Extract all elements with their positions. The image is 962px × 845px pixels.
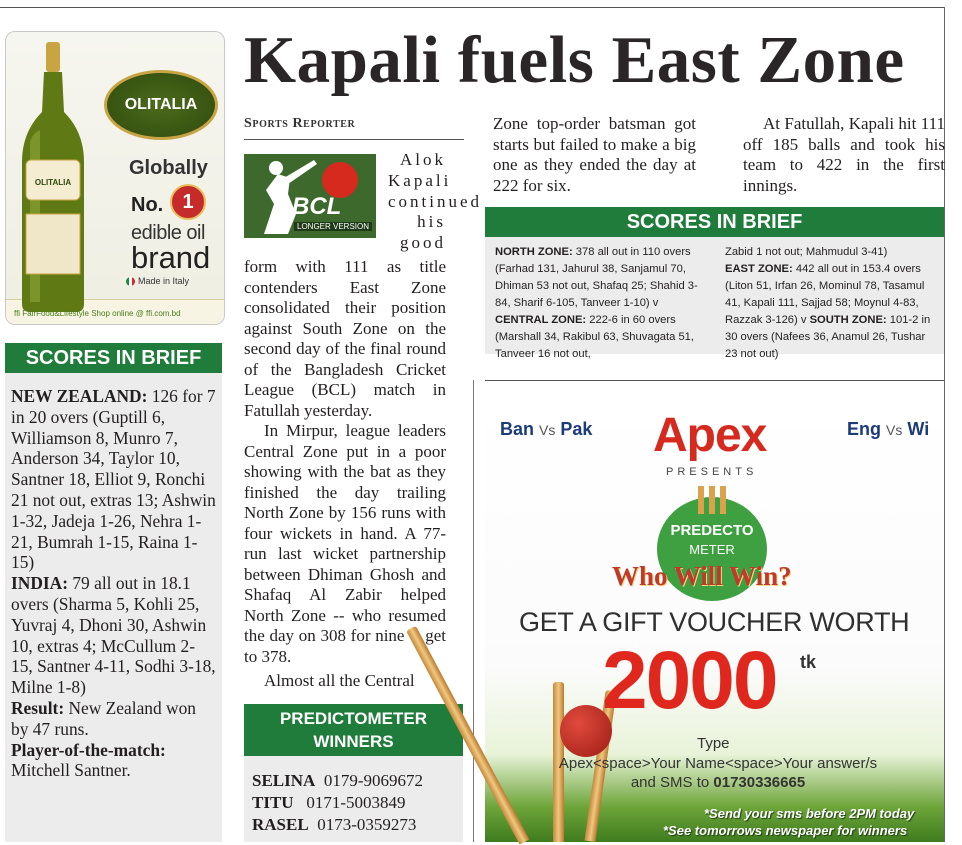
winner-row: SELINA 0179-9069672: [252, 771, 423, 790]
scores-mid-col2: Zabid 1 not out; Mahmudul 3-41) EAST ZONE: 442 all out in 153.4 overs (Liton 51, Irfan 26, Mominul 78, Tasamul 41, Kapali 111, Sajjad 58; Moynul 4-83, Razzak 3-126) v SOUTH ZONE: 101-2 in 30 overs (Nafees 36, Anamul 26, Tushar 23 not out): [725, 246, 931, 360]
voucher-currency: tk: [800, 652, 817, 672]
score-line-result: Result: New Zealand won by 47 runs.: [11, 697, 196, 739]
predictometer-subtitle: WINNERS: [313, 732, 394, 751]
byline: Sports Reporter: [244, 116, 356, 131]
made-in-italy: Made in Italy: [138, 276, 190, 286]
match-ban-vs-pak: Ban Vs Pak: [500, 419, 593, 439]
match-eng-vs-wi: Eng Vs Wi: [847, 419, 930, 439]
svg-text:OLITALIA: OLITALIA: [34, 178, 72, 187]
oil-bottle-icon: [20, 42, 86, 312]
bcl-logo-text: BCL: [292, 193, 342, 220]
stumps-icon: [694, 484, 730, 514]
winner-row: RASEL 0173-0359273: [252, 815, 417, 834]
predictometer-title: PREDICTOMETER: [279, 709, 428, 728]
byline-rule: [244, 139, 464, 140]
article-p3: Almost all the Central: [264, 671, 415, 690]
article-col3: At Fatullah, Kapali hit 111 off 185 balls and took his team to 422 in the first innings.: [743, 114, 945, 195]
olitalia-logo: OLITALIA: [104, 70, 218, 140]
top-rule: [0, 7, 944, 8]
sms-deadline-note: *Send your sms before 2PM today: [704, 806, 915, 821]
ad-shop-link[interactable]: ffi FairFood&Lifestyle Shop online @ ffi.com.bd: [14, 309, 181, 318]
winner-row: TITU 0171-5003849: [252, 793, 406, 812]
gift-voucher-text: GET A GIFT VOUCHER WORTH: [519, 607, 910, 637]
scores-mid-col1: NORTH ZONE: 378 all out in 110 overs (Farhad 131, Jahurul 38, Sanjamul 70, Dhiman 53 not out, Shafaq 25; Shahid 3-84, Sharif 6-105, Tanveer 1-10) v CENTRAL ZONE: 222-6 in 60 overs (Marshall 34, Rakibul 63, Shuvagata 51, Tanveer 16 not out,: [495, 246, 698, 360]
apex-logo: Apex: [653, 409, 767, 462]
winners-note: *See tomorrows newspaper for winners: [663, 823, 908, 838]
scores-mid-header: SCORES IN BRIEF: [485, 207, 944, 237]
olitalia-ad[interactable]: [5, 31, 225, 325]
sms-number: 01730336665: [713, 774, 806, 791]
sms-instructions: Apex<space>Your Name<space>Your answer/s and SMS to 01730336665: [558, 755, 878, 791]
headline[interactable]: Kapali fuels East Zone: [244, 23, 905, 97]
article-dropcap: Alok Kapali continued his good: [388, 150, 483, 253]
bcl-logo-sub: LONGER VERSION: [294, 222, 372, 231]
meter-label: METER: [689, 542, 735, 557]
scores-left-header: SCORES IN BRIEF: [5, 343, 222, 373]
article-p1: form with 111 as title contenders East Zone consolidated their position against South Zone on the second day of the final round of the Bangladesh Cricket League (BCL) match in Fatullah yesterday.: [244, 257, 446, 420]
score-line-potm: Player-of-the-match: Mitchell Santner.: [11, 739, 166, 781]
sms-type-label: Type: [697, 735, 730, 752]
column-divider: [473, 380, 474, 842]
score-line-nz: NEW ZEALAND: 126 for 7 in 20 overs (Guptill 6, Williamson 8, Munro 7, Anderson 34, Taylor 10, Santner 18, Elliot 9, Ronchi 21 not out, extras 13; Ashwin 1-32, Jadeja 1-26, Nehra 1-21, Bumrah 1-15, Raina 1-15): [11, 386, 216, 573]
article-p2: In Mirpur, league leaders Central Zone put in a poor showing with the bat as they finished the day trailing North Zone by 156 runs with four wickets in hand. A 77-run last wicket partnership between Dhiman Ghosh and Shafaq Al Zabir helped North Zone -- who resumed the day on 308 for nine -- get to 378.: [244, 421, 446, 666]
predictometer-header: [244, 704, 463, 756]
mid-rule: [485, 380, 944, 381]
number-one-badge-icon: 1: [170, 184, 206, 220]
who-will-win: Who Will Win?: [612, 561, 792, 591]
article-col2: Zone top-order batsman got starts but failed to make a big one as they ended the day at 222 for six.: [493, 114, 696, 195]
ad-tag-brand: brand: [131, 240, 211, 275]
voucher-amount: 2000: [602, 635, 777, 726]
scores-left-text: [11, 386, 216, 781]
ad-tag-no: No.: [131, 194, 164, 216]
ad-tag-globally: Globally: [129, 157, 208, 179]
score-line-india: INDIA: 79 all out in 18.1 overs (Sharma 5, Kohli 25, Yuvraj 4, Dhoni 30, Ashwin 10, extras 4; McCullum 2-15, Santner 4-11, Sodhi 3-18, Milne 1-8): [11, 573, 216, 698]
predecto-label: PREDECTO: [670, 522, 754, 539]
italy-flag-icon: [126, 277, 135, 286]
apex-presents: PRESENTS: [666, 466, 758, 478]
ad-tag-edible: edible oil: [131, 222, 205, 244]
